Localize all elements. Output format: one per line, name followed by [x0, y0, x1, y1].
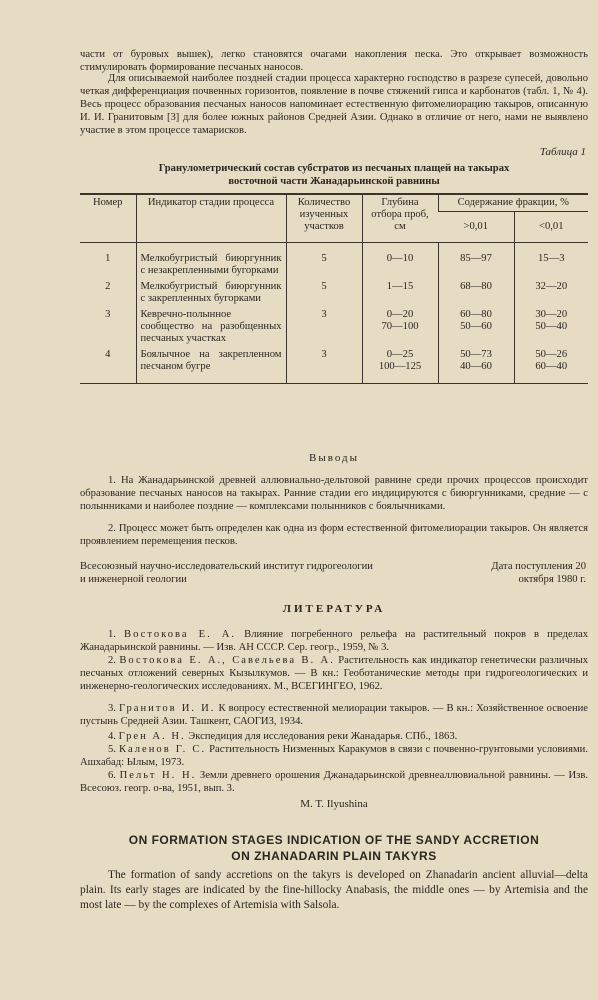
reference-number: 2.	[108, 655, 116, 666]
row-indicator: Мелкобугристый биюргунник с закрепленных бугорками	[136, 279, 286, 307]
reference-item	[80, 769, 588, 795]
row-depth: 0—10	[362, 243, 438, 280]
received-date: Дата поступления 20 октября 1980 г.	[491, 561, 586, 585]
row-fraction-gt: 85—97	[438, 243, 514, 280]
header-fraction: Содержание фракции, %	[438, 194, 588, 212]
reference-author: Востокова Е. А., Савельева В. А.	[119, 655, 335, 666]
english-title-line-1: ON FORMATION STAGES INDICATION OF THE SANDY ACCRETION	[128, 833, 540, 847]
english-title	[80, 832, 588, 864]
row-number: 3	[105, 309, 111, 320]
header-depth: Глубина отбора проб, см	[362, 194, 438, 243]
row-number: 4	[80, 347, 136, 384]
reference-author: Гранитов И. И.	[119, 703, 216, 714]
row-depth: 0—20 70—100	[362, 307, 438, 347]
reference-item	[80, 628, 588, 654]
reference-item	[80, 702, 588, 728]
header-indicator: Индикатор стадии процесса	[136, 194, 286, 243]
row-fraction-lt: 50—26 60—40	[514, 347, 588, 384]
row-fraction-lt: 30—20 50—40	[514, 307, 588, 347]
table-row	[80, 243, 588, 280]
reference-number: 6.	[108, 770, 116, 781]
table-label: Таблица 1	[539, 146, 586, 158]
header-fraction-lt: <0,01	[514, 212, 588, 243]
conclusion-item-2: 2. Процесс может быть определен как одна из форм естественной фитомелиорации такыров. Он является проявлением перемещения песков.	[80, 523, 588, 547]
row-number: 2	[105, 281, 111, 292]
row-fraction-lt: 32—20	[514, 279, 588, 307]
reference-item	[80, 654, 588, 693]
row-count: 3	[286, 307, 362, 347]
table-title	[80, 162, 588, 188]
english-author: M. T. Ilyushina	[300, 798, 368, 810]
row-fraction-lt: 15—3	[514, 243, 588, 280]
row-depth: 0—25 100—125	[362, 347, 438, 384]
reference-author: Каленов Г. С.	[119, 744, 207, 755]
reference-author: Пельт Н. Н.	[119, 770, 197, 781]
english-abstract: The formation of sandy accretions on the takyrs is developed on Zhanadarin ancient alluvial—delta plain. Its early stages are indicated by the fine-hillocky Anabasis, the middle ones — by Artemisia and the most late — by the complexes of Artemisia with Salsola.	[80, 869, 588, 911]
reference-number: 1.	[108, 629, 116, 640]
reference-number: 5.	[108, 744, 116, 755]
row-indicator: Мелкобугристый биюргунник с незакрепленными бугорками	[136, 243, 286, 280]
header-count: Количество изученных участков	[286, 194, 362, 243]
reference-author: Грен А. Н.	[118, 731, 186, 742]
granulometry-table	[80, 193, 588, 384]
reference-text: Влияние погребенного рельефа на растительный покров в пределах Жанадарьинской равнины. — Изв. АН СССР. Сер. геогр., 1959, № 3.	[80, 629, 588, 653]
reference-text: Земли древнего орошения Джанадарьинской древнеаллювиальной равнины. — Изв. Всесоюз. геогр. о-ва, 1951, вып. 3.	[80, 770, 589, 794]
table-row	[80, 347, 588, 384]
row-count: 5	[286, 279, 362, 307]
reference-item	[80, 730, 588, 743]
row-depth: 1—15	[362, 279, 438, 307]
row-indicator: Боялычное на закрепленном песчаном бугре	[136, 347, 286, 384]
row-fraction-gt: 68—80	[438, 279, 514, 307]
intro-paragraph-2: Для описываемой наиболее поздней стадии процесса характерно господство в разрезе супесей, довольно четкая дифференциация почвенных горизонтов, появление в почве стяжений гипса и карбонатов (табл. 1, № 4). Весь процесс образования песчаных наносов напоминает естественную фитомелиорацию такыров, описанную И. И. Гранитовым [3] для более южных районов Средней Азии. Однако в отличие от него, нами не выявлено участие в этом процессе тамарисков.	[80, 73, 588, 136]
table-row	[80, 279, 588, 307]
conclusion-item-1: 1. На Жанадарьинской древней аллювиально-дельтовой равнине среди прочих процессов происходит образование песчаных наносов на такырах. Ранние стадии его индицируются с биюргунниками, средние — с полынниками и наиболее поздние — комплексами полынников с боялычниками.	[80, 475, 588, 512]
row-fraction-gt: 60—80 50—60	[438, 307, 514, 347]
institute-affiliation: Всесоюзный научно-исследовательский институт гидрогеологии и инженерной геологии	[80, 561, 373, 585]
reference-text: К вопросу естественной мелиорации такыров. — В кн.: Хозяйственное освоение пустынь Средней Азии. Ташкент, САОГИЗ, 1934.	[80, 703, 588, 727]
literature-heading: ЛИТЕРАТУРА	[282, 603, 386, 615]
reference-number: 4.	[108, 731, 116, 742]
reference-item	[80, 743, 588, 769]
intro-paragraph-1: части от буровых вышек), легко становятся очагами накопления песка. Это открывает возможность стимулировать формирование песчаных наносов.	[80, 49, 588, 73]
reference-author: Востокова Е. А.	[124, 629, 237, 640]
header-fraction-gt: >0,01	[438, 212, 514, 243]
table-row	[80, 307, 588, 347]
row-count: 5	[286, 243, 362, 280]
row-number: 1	[105, 253, 111, 264]
english-title-line-2: ON ZHANADARIN PLAIN TAKYRS	[231, 849, 437, 863]
table-title-line-1: Гранулометрический состав субстратов из песчаных плащей на такырах	[158, 163, 510, 174]
table-title-line-2: восточной части Жанадарьинской равнины	[228, 176, 440, 187]
reference-text: Растительность как индикатор генетически различных песчаных отложений северных Кызылкумов. — В кн.: Геоботанические методы при гидрогеологических и инженерно-геологических исследованиях. М., ВСЕГИНГЕО, 1962.	[80, 655, 588, 692]
header-number: Номер	[80, 194, 136, 243]
conclusions-heading: Выводы	[308, 452, 360, 464]
reference-text: Растительность Низменных Каракумов в связи с почвенно-грунтовыми условиями. Ашхабад: Ылым, 1973.	[80, 744, 588, 768]
reference-text: Экспедиция для исследования реки Жанадарья. СПб., 1863.	[188, 731, 458, 742]
row-indicator: Кевречно-полынное сообщество на разобщенных песчаных участках	[136, 307, 286, 347]
row-fraction-gt: 50—73 40—60	[438, 347, 514, 384]
row-count: 3	[286, 347, 362, 384]
reference-number: 3.	[108, 703, 116, 714]
